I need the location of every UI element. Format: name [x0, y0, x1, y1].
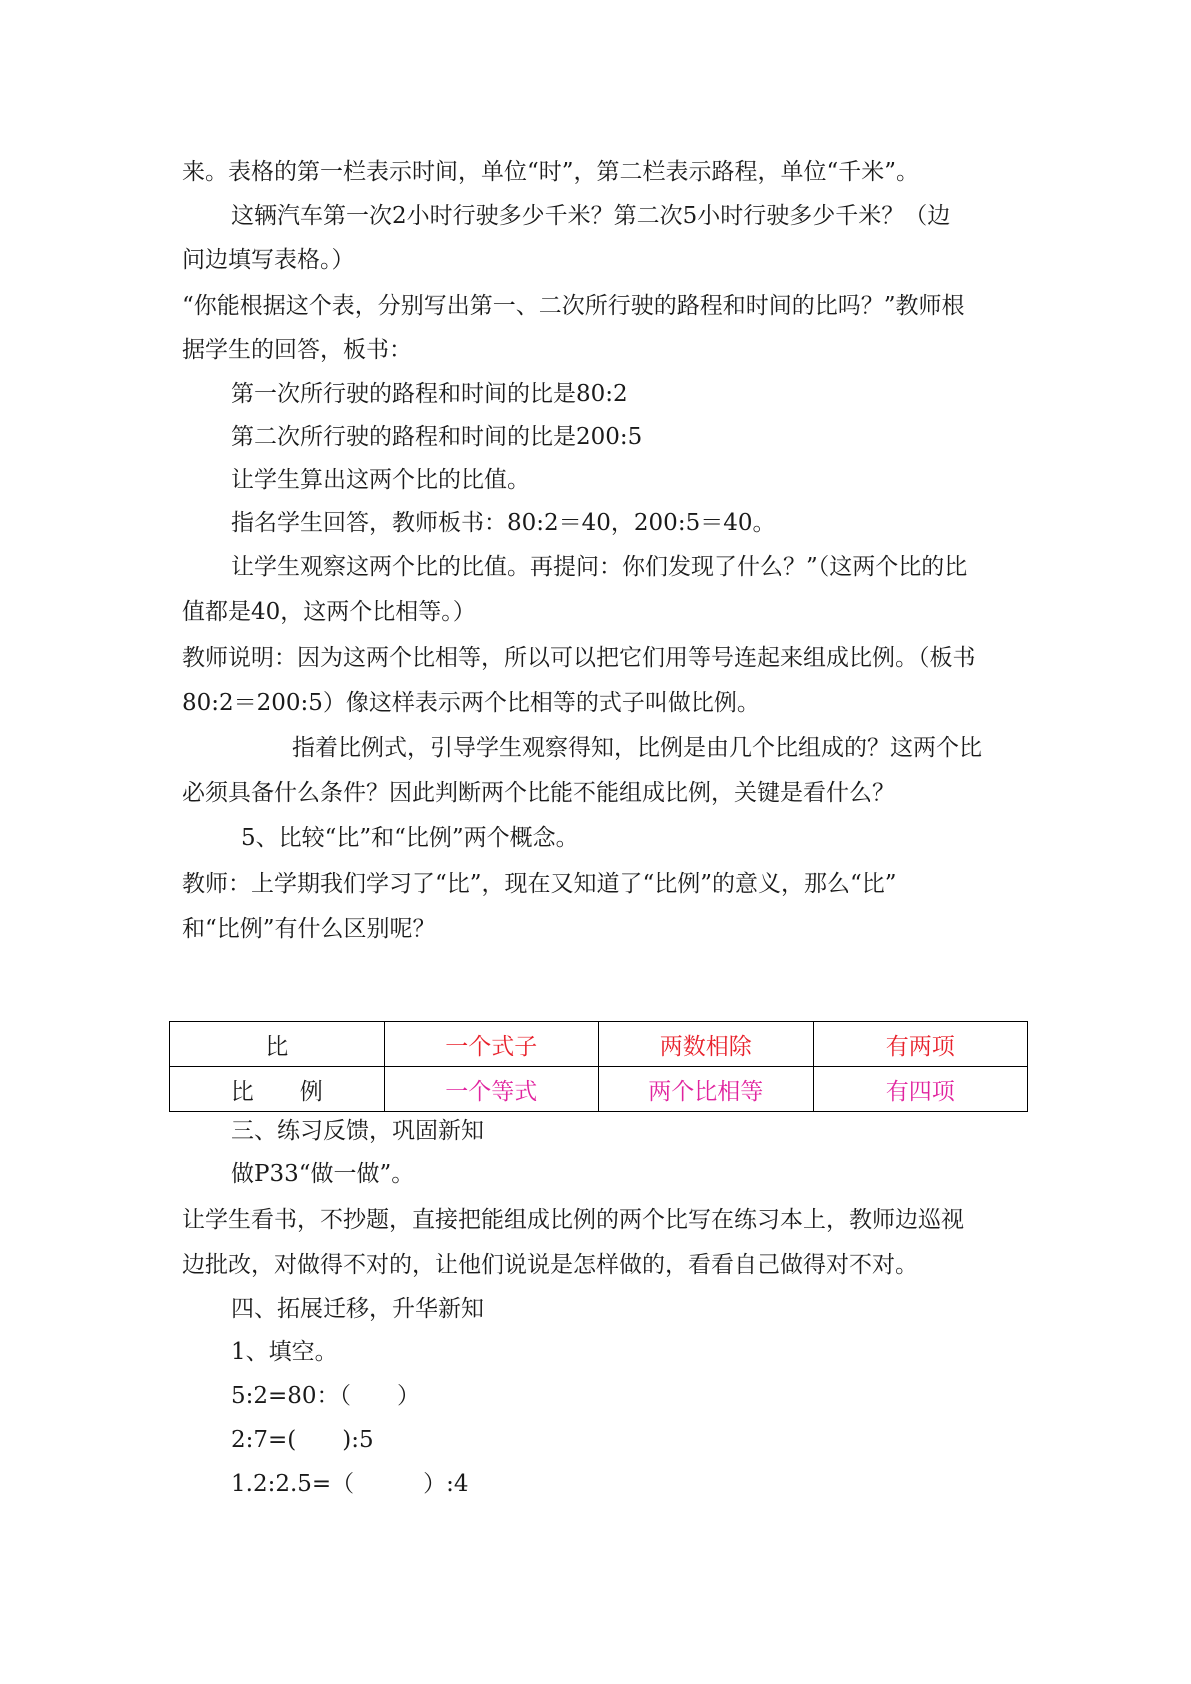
paragraph: 教师说明：因为这两个比相等，所以可以把它们用等号连起来组成比例。（板书 [182, 645, 976, 671]
paragraph: 值都是40，这两个比相等。） [182, 599, 476, 625]
paragraph: 做P33“做一做”。 [231, 1161, 415, 1187]
exercise-item: 2:7=( ):5 [231, 1427, 374, 1453]
paragraph: 边批改，对做得不对的，让他们说说是怎样做的，看看自己做得对不对。 [182, 1252, 918, 1278]
table-cell: 比 [170, 1022, 385, 1067]
exercise-item: 5:2=80：（ ） [231, 1383, 421, 1409]
table-cell: 两个比相等 [599, 1067, 814, 1112]
paragraph: 让学生观察这两个比的比值。再提问：你们发现了什么？”（这两个比的比 [231, 554, 968, 580]
table-row [170, 1022, 1028, 1067]
paragraph: 让学生看书，不抄题，直接把能组成比例的两个比写在练习本上，教师边巡视 [182, 1207, 964, 1233]
section-heading: 三、练习反馈，巩固新知 [231, 1118, 484, 1144]
paragraph: 来。表格的第一栏表示时间，单位“时”，第二栏表示路程，单位“千米”。 [182, 159, 920, 185]
table-cell: 一个等式 [384, 1067, 599, 1112]
paragraph: 指着比例式，引导学生观察得知，比例是由几个比组成的？这两个比 [292, 735, 982, 761]
paragraph: 必须具备什么条件？因此判断两个比能不能组成比例，关键是看什么？ [182, 780, 895, 806]
paragraph: 第二次所行驶的路程和时间的比是200:5 [231, 424, 643, 450]
exercise-item: 1.2:2.5=（ ）:4 [231, 1471, 469, 1497]
paragraph: 80:2＝200:5）像这样表示两个比相等的式子叫做比例。 [182, 690, 760, 716]
table-row [170, 1067, 1028, 1112]
paragraph: 5、比较“比”和“比例”两个概念。 [241, 825, 579, 851]
paragraph: “你能根据这个表，分别写出第一、二次所行驶的路程和时间的比吗？”教师根 [182, 293, 965, 319]
section-heading: 四、拓展迁移，升华新知 [231, 1296, 484, 1322]
paragraph: 指名学生回答，教师板书：80:2＝40，200:5＝40。 [231, 510, 776, 536]
table-cell: 一个式子 [384, 1022, 599, 1067]
paragraph: 教师：上学期我们学习了“比”，现在又知道了“比例”的意义，那么“比” [182, 871, 897, 897]
paragraph: 这辆汽车第一次2小时行驶多少千米？第二次5小时行驶多少千米？（边 [231, 203, 951, 229]
table-cell: 比 例 [170, 1067, 385, 1112]
table-cell: 有四项 [813, 1067, 1028, 1112]
table-cell: 有两项 [813, 1022, 1028, 1067]
paragraph: 1、填空。 [231, 1339, 338, 1365]
table-cell: 两数相除 [599, 1022, 814, 1067]
comparison-table [169, 1021, 1028, 1112]
paragraph: 问边填写表格。） [182, 247, 355, 273]
paragraph: 据学生的回答，板书： [182, 337, 412, 363]
paragraph: 让学生算出这两个比的比值。 [231, 467, 530, 493]
paragraph: 第一次所行驶的路程和时间的比是80:2 [231, 381, 628, 407]
paragraph: 和“比例”有什么区别呢？ [182, 916, 436, 942]
